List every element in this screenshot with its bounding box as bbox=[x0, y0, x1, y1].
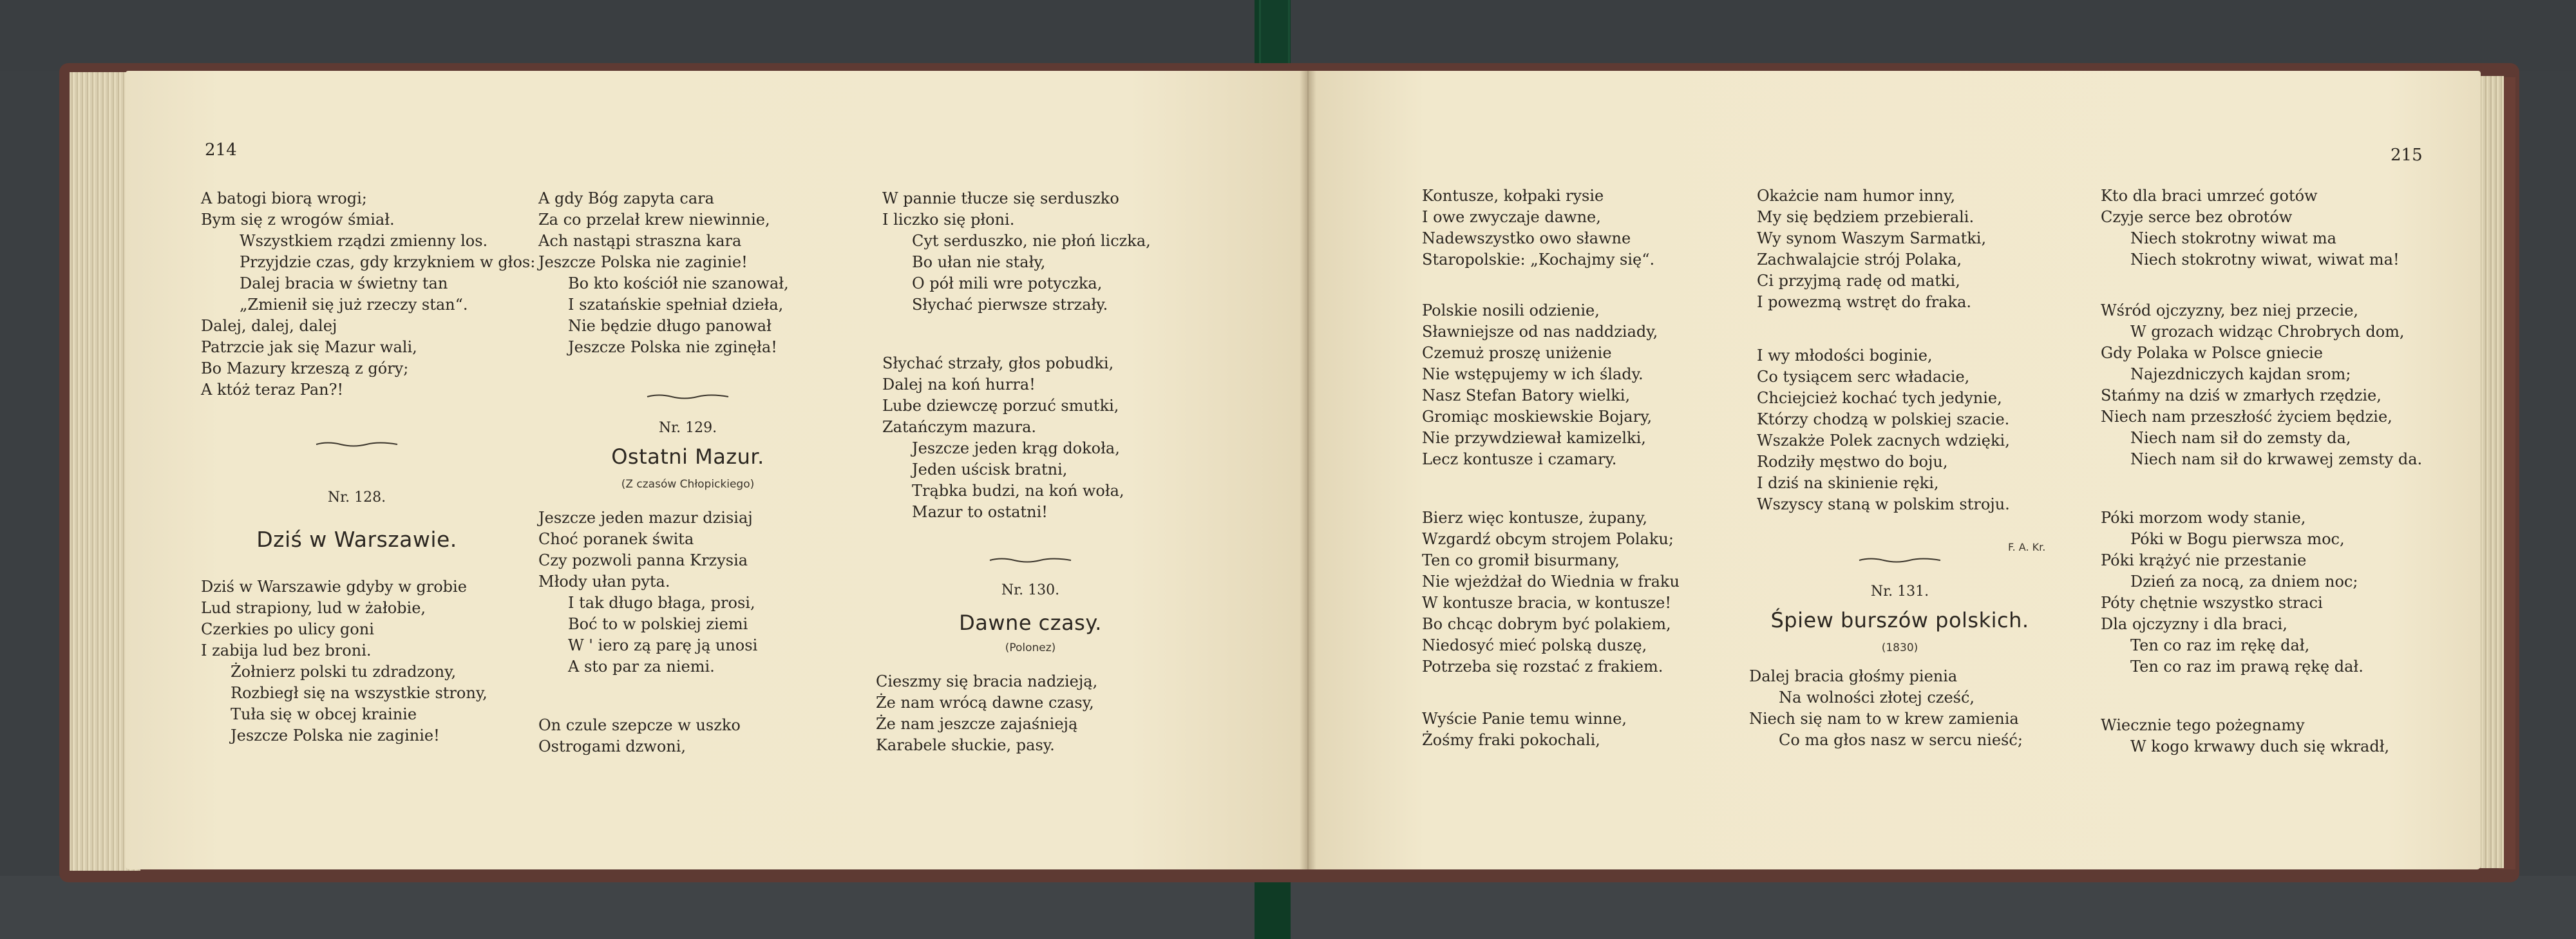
right-col2-verse-c bbox=[1749, 666, 2023, 751]
verse-line: Słychać strzały, głos pobudki, bbox=[882, 354, 1114, 372]
right-col3-verse-c bbox=[2101, 507, 2363, 678]
left-col1-verse-b bbox=[201, 576, 488, 746]
verse-line: Lube dziewczę porzuć smutki, bbox=[882, 397, 1119, 415]
verse-line: Niech stokrotny wiwat, wiwat ma! bbox=[2130, 251, 2400, 269]
verse-line: Okażcie nam humor inny, bbox=[1757, 187, 1956, 205]
verse-line: Którzy chodzą w polskiej szacie. bbox=[1757, 410, 2010, 428]
ornament-divider bbox=[1765, 556, 2035, 564]
verse-line: Póki krążyć nie przestanie bbox=[2101, 551, 2307, 569]
left-col2-verse-a bbox=[538, 188, 789, 358]
author-signature: F. A. Kr. bbox=[2008, 541, 2046, 553]
bookmark-ribbon-top bbox=[1259, 0, 1290, 72]
verse-line: Bo kto kościół nie szanował, bbox=[568, 274, 789, 292]
song-title: Dawne czasy. bbox=[959, 611, 1102, 635]
right-col3-verse-a bbox=[2101, 185, 2400, 270]
left-col1-verse-a bbox=[201, 188, 535, 401]
verse-line: Wiecznie tego pożegnamy bbox=[2101, 716, 2305, 734]
ornament-divider bbox=[895, 556, 1166, 564]
verse-line: Żołnierz polski tu zdradzony, bbox=[231, 663, 457, 681]
verse-line: I liczko się płoni. bbox=[882, 211, 1015, 229]
left-col3-verse-a bbox=[882, 188, 1151, 316]
verse-line: Trąbka budzi, na koń woła, bbox=[912, 482, 1124, 500]
song-subtitle: (1830) bbox=[1881, 641, 1918, 654]
verse-line: Wyście Panie temu winne, bbox=[1422, 710, 1627, 728]
verse-line: I owe zwyczaje dawne, bbox=[1422, 208, 1601, 226]
song-number: Nr. 128. bbox=[327, 489, 386, 506]
verse-line: Co tysiącem serc władacie, bbox=[1757, 368, 1970, 386]
verse-line: Gromiąc moskiewskie Bojary, bbox=[1422, 408, 1653, 426]
verse-line: A gdy Bóg zapyta cara bbox=[538, 189, 714, 207]
verse-line: Nie wjeżdżał do Wiednia w fraku bbox=[1422, 573, 1680, 591]
verse-line: Wszakże Polek zacnych wdzięki, bbox=[1757, 432, 2010, 450]
verse-line: I dziś na skinienie ręki, bbox=[1757, 474, 1939, 492]
verse-line: Mazur to ostatni! bbox=[912, 503, 1048, 521]
verse-line: A batogi biorą wrogi; bbox=[201, 189, 367, 207]
verse-line: Boć to w polskiej ziemi bbox=[568, 615, 748, 633]
verse-line: Nasz Stefan Batory wielki, bbox=[1422, 386, 1631, 404]
verse-line: I szatańskie spełniał dzieła, bbox=[568, 296, 784, 314]
song-number: Nr. 130. bbox=[1001, 582, 1060, 598]
verse-line: Dla ojczyzny i dla braci, bbox=[2101, 615, 2287, 633]
verse-line: Póki w Bogu pierwsza moc, bbox=[2130, 530, 2345, 548]
verse-line: Sławniejsze od nas naddziady, bbox=[1422, 323, 1658, 341]
verse-line: Chciejcież kochać tych jedynie, bbox=[1757, 389, 2002, 407]
verse-line: Ten co gromił bisurmany, bbox=[1422, 551, 1620, 569]
left-col2-verse-b bbox=[538, 507, 757, 678]
verse-line: Zachwalajcie strój Polaka, bbox=[1757, 251, 1962, 269]
verse-line: Jeszcze jeden krąg dokoła, bbox=[912, 439, 1120, 457]
verse-line: W kontusze bracia, w kontusze! bbox=[1422, 594, 1671, 612]
verse-line: Wśród ojczyzny, bez niej przecie, bbox=[2101, 301, 2359, 319]
verse-line: Wszyscy staną w polskim stroju. bbox=[1757, 495, 2010, 513]
left-col3-verse-c bbox=[876, 671, 1097, 756]
right-col2-verse-b bbox=[1757, 345, 2010, 515]
verse-line: Patrzcie jak się Mazur wali, bbox=[201, 338, 417, 356]
book-gutter bbox=[1300, 71, 1316, 869]
verse-line: Nadewszystko owo sławne bbox=[1422, 229, 1631, 247]
verse-line: O pół mili wre potyczka, bbox=[912, 274, 1103, 292]
verse-line: Staropolskie: „Kochajmy się“. bbox=[1422, 251, 1655, 269]
right-col2-verse-a bbox=[1757, 185, 1986, 313]
verse-line: Potrzeba się rozstać z frakiem. bbox=[1422, 658, 1663, 676]
verse-line: Bym się z wrogów śmiał. bbox=[201, 211, 395, 229]
verse-line: Ach nastąpi straszna kara bbox=[538, 232, 742, 250]
verse-line: Słychać pierwsze strzały. bbox=[912, 296, 1108, 314]
verse-line: Kto dla braci umrzeć gotów bbox=[2101, 187, 2318, 205]
verse-line: Ten co raz im rękę dał, bbox=[2130, 636, 2310, 654]
verse-line: Bo ułan nie stały, bbox=[912, 253, 1046, 271]
verse-line: W pannie tłucze się serduszko bbox=[882, 189, 1119, 207]
left-col2-verse-c bbox=[538, 715, 741, 757]
verse-line: I powezmą wstręt do fraka. bbox=[1757, 293, 1972, 311]
verse-line: Dalej na koń hurra! bbox=[882, 375, 1036, 394]
verse-line: Nie wstępujemy w ich ślady. bbox=[1422, 365, 1643, 383]
verse-line: Bierz więc kontusze, żupany, bbox=[1422, 509, 1647, 527]
verse-line: W ' iero zą parę ją unosi bbox=[568, 636, 758, 654]
verse-line: Bo Mazury krzeszą z góry; bbox=[201, 359, 409, 377]
verse-line: Niech nam sił do krwawej zemsty da. bbox=[2130, 450, 2423, 468]
verse-line: Dziś w Warszawie gdyby w grobie bbox=[201, 578, 467, 596]
verse-line: Młody ułan pyta. bbox=[538, 573, 670, 591]
verse-line: Póki morzom wody stanie, bbox=[2101, 509, 2306, 527]
verse-line: Gdy Polaka w Polsce gniecie bbox=[2101, 344, 2323, 362]
ornament-divider bbox=[553, 393, 823, 401]
verse-line: Że nam jeszcze zajaśnieją bbox=[876, 715, 1078, 733]
verse-line: Co ma głos nasz w sercu nieść; bbox=[1779, 731, 2023, 749]
verse-line: A sto par za niemi. bbox=[568, 658, 715, 676]
verse-line: Jeszcze jeden mazur dzisiaj bbox=[538, 509, 753, 527]
verse-line: Tuła się w obcej krainie bbox=[231, 705, 417, 723]
verse-line: Polskie nosili odzienie, bbox=[1422, 301, 1600, 319]
verse-line: Czemuż proszę uniżenie bbox=[1422, 344, 1612, 362]
verse-line: I zabija lud bez broni. bbox=[201, 641, 372, 659]
song-number: Nr. 131. bbox=[1870, 583, 1929, 600]
page-number-right: 215 bbox=[2391, 146, 2423, 165]
verse-line: Jeszcze Polska nie zginęła! bbox=[568, 338, 777, 356]
verse-line: Lecz kontusze i czamary. bbox=[1422, 450, 1617, 468]
song-subtitle: (Polonez) bbox=[1005, 641, 1056, 654]
verse-line: Nie będzie długo panował bbox=[568, 317, 772, 335]
verse-line: Niedosyć mieć polską duszę, bbox=[1422, 636, 1647, 654]
verse-line: Lud strapiony, lud w żałobie, bbox=[201, 599, 426, 617]
right-col1-verse-d bbox=[1422, 708, 1627, 751]
song-title: Dziś w Warszawie. bbox=[256, 527, 457, 552]
ornament-divider bbox=[222, 441, 492, 448]
verse-line: My się będziem przebierali. bbox=[1757, 208, 1975, 226]
verse-line: Wszystkiem rządzi zmienny los. bbox=[240, 232, 488, 250]
verse-line: I tak długo błaga, prosi, bbox=[568, 594, 755, 612]
verse-line: Niech nam przeszłość życiem będzie, bbox=[2101, 408, 2392, 426]
verse-line: Rodziły męstwo do boju, bbox=[1757, 453, 1948, 471]
verse-line: Cyt serduszko, nie płoń liczka, bbox=[912, 232, 1151, 250]
verse-line: Bo chcąc dobrym być polakiem, bbox=[1422, 615, 1671, 633]
verse-line: Cieszmy się bracia nadzieją, bbox=[876, 672, 1098, 690]
verse-line: Dalej, dalej, dalej bbox=[201, 317, 337, 335]
verse-line: Przyjdzie czas, gdy krzykniem w głos: bbox=[240, 253, 536, 271]
verse-line: Czyje serce bez obrotów bbox=[2101, 208, 2293, 226]
verse-line: Nie przywdziewał kamizelki, bbox=[1422, 429, 1646, 447]
right-col1-verse-a bbox=[1422, 185, 1654, 270]
verse-line: Czy pozwoli panna Krzysia bbox=[538, 551, 748, 569]
verse-line: Choć poranek świta bbox=[538, 530, 694, 548]
verse-line: Niech nam sił do zemsty da, bbox=[2130, 429, 2351, 447]
verse-line: Dalej bracia w świetny tan bbox=[240, 274, 448, 292]
verse-line: Że nam wrócą dawne czasy, bbox=[876, 694, 1094, 712]
right-col3-verse-d bbox=[2101, 715, 2389, 757]
verse-line: Karabele słuckie, pasy. bbox=[876, 736, 1055, 754]
verse-line: W kogo krwawy duch się wkradł, bbox=[2130, 737, 2390, 755]
verse-line: Dalej bracia głośmy pienia bbox=[1749, 667, 1958, 685]
verse-line: Ostrogami dzwoni, bbox=[538, 737, 687, 755]
right-col1-verse-b bbox=[1422, 300, 1658, 470]
verse-line: Za co przelał krew niewinnie, bbox=[538, 211, 770, 229]
verse-line: Rozbiegł się na wszystkie strony, bbox=[231, 684, 488, 702]
verse-line: Jeszcze Polska nie zaginie! bbox=[538, 253, 748, 271]
verse-line: Wzgardź obcym strojem Polaku; bbox=[1422, 530, 1674, 548]
verse-line: Jeden uścisk bratni, bbox=[912, 460, 1068, 479]
verse-line: I wy młodości bogini̇e, bbox=[1757, 346, 1933, 365]
verse-line: Dzień za nocą, za dniem noc; bbox=[2130, 573, 2358, 591]
song-title: Ostatni Mazur. bbox=[611, 444, 764, 469]
verse-line: Ci przyjmą radę od matki, bbox=[1757, 272, 1960, 290]
left-col3-verse-b bbox=[882, 353, 1124, 523]
page-number-left: 214 bbox=[205, 140, 237, 160]
verse-line: „Zmienił się już rzeczy stan“. bbox=[240, 296, 468, 314]
verse-line: Póty chętnie wszystko straci bbox=[2101, 594, 2323, 612]
song-number: Nr. 129. bbox=[658, 420, 717, 436]
verse-line: Żośmy fraki pokochali, bbox=[1422, 731, 1600, 749]
verse-line: Ten co raz im prawą rękę dał. bbox=[2130, 658, 2363, 676]
verse-line: Na wolności złotej cześć, bbox=[1779, 688, 1975, 707]
verse-line: A któż teraz Pan?! bbox=[201, 381, 344, 399]
right-col3-verse-b bbox=[2101, 300, 2422, 470]
verse-line: Kontusze, kołpaki rysie bbox=[1422, 187, 1604, 205]
verse-line: W grozach widząc Chrobrych dom, bbox=[2130, 323, 2405, 341]
verse-line: Stańmy na dziś w zmarłych rzędzie, bbox=[2101, 386, 2382, 404]
verse-line: On czule szepcze w uszko bbox=[538, 716, 741, 734]
right-col1-verse-c bbox=[1422, 507, 1680, 678]
song-title: Śpiew burszów polskich. bbox=[1770, 608, 2029, 632]
verse-line: Zatańczym mazura. bbox=[882, 418, 1037, 436]
verse-line: Najezdniczych kajdan srom; bbox=[2130, 365, 2351, 383]
verse-line: Wy synom Waszym Sarmatki, bbox=[1757, 229, 1987, 247]
verse-line: Niech się nam to w krew zamienia bbox=[1749, 710, 2019, 728]
verse-line: Jeszcze Polska nie zaginie! bbox=[231, 726, 440, 745]
verse-line: Czerkies po ulicy goni bbox=[201, 620, 374, 638]
song-subtitle: (Z czasów Chłopickiego) bbox=[621, 478, 755, 491]
verse-line: Niech stokrotny wiwat ma bbox=[2130, 229, 2336, 247]
